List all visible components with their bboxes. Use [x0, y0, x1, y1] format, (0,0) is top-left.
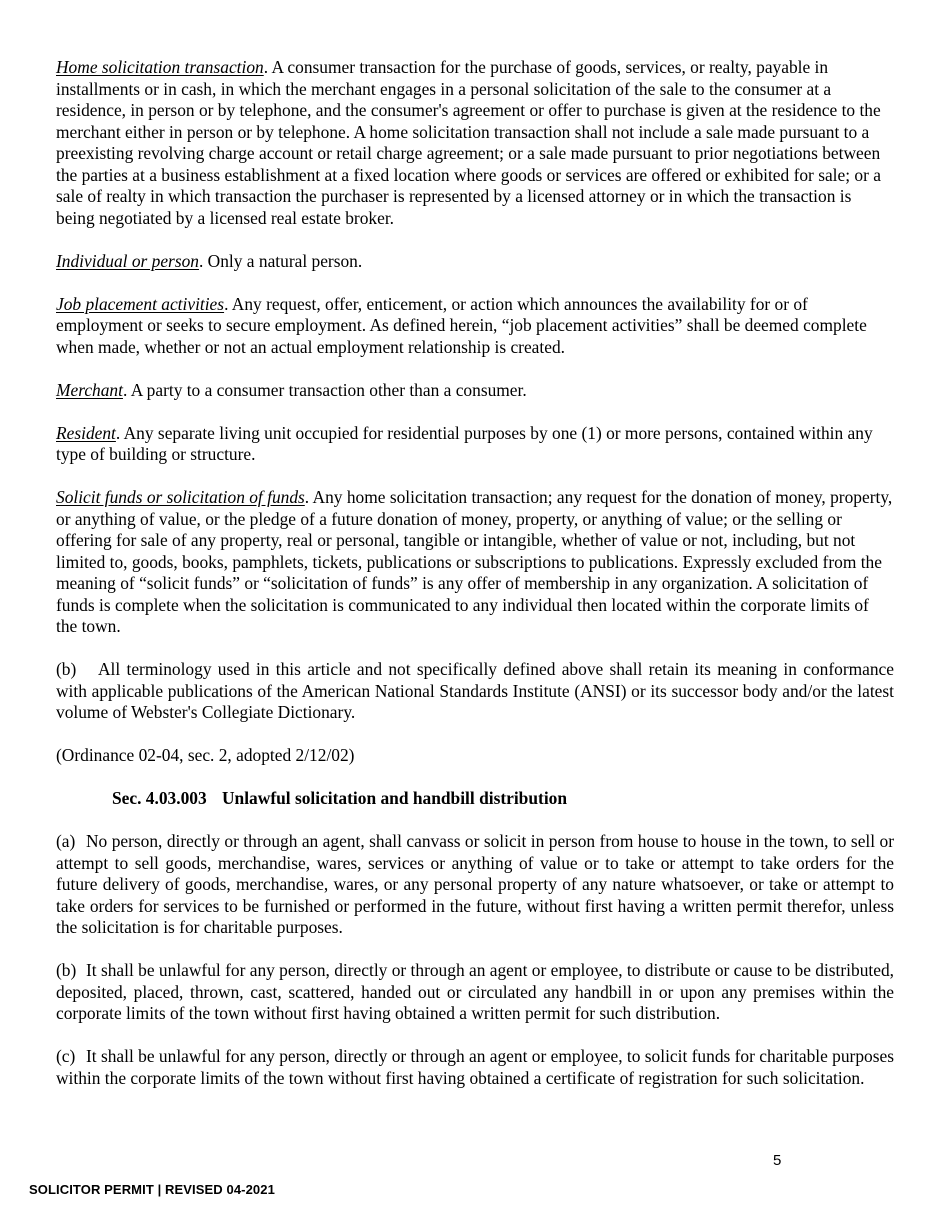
definition-text: . A consumer transaction for the purchase of goods, services, or realty, payable in installments or in cash, in which the merchant engages in a personal solicitation of the sale to the consumer at a residence, in person or by telephone, and the consumer's agreement or offer to purchase is given at the residence to the merchant either in person or by telephone. A home solicitation transaction shall not include a sale made pursuant to a preexisting revolving charge account or retail charge agreement; or a sale made pursuant to prior negotiations between the parties at a business establishment at a fixed location where goods or services are offered or exhibited for sale; or a sale of realty in which transaction the purchaser is represented by a licensed attorney or in which the transaction is being negotiated by a licensed real estate broker.: [56, 57, 881, 228]
subsection-text: It shall be unlawful for any person, directly or through an agent or employee, to solicit funds for charitable purposes within the corporate limits of the town without first having obtained a certificate of registration for such solicitation.: [56, 1046, 894, 1088]
subsection-a: [56, 831, 894, 939]
definition-text: . Only a natural person.: [198, 250, 363, 271]
subsection-label: (a): [56, 831, 76, 851]
definition-term: Solicit funds or solicitation of funds: [56, 487, 305, 507]
subsection-label: (b): [56, 960, 77, 980]
subsection-text: It shall be unlawful for any person, directly or through an agent or employee, to distribute or cause to be distributed, deposited, placed, thrown, cast, scattered, handed out or circulated any handbill in or upon any premises within the corporate limits of the town without first having obtained a written permit for such distribution.: [56, 960, 894, 1023]
definition-term: Home solicitation transaction: [56, 57, 264, 77]
definition-home-solicitation: [56, 57, 894, 229]
document-footer: SOLICITOR PERMIT | REVISED 04-2021: [29, 1182, 275, 1197]
definition-text: . Any separate living unit occupied for residential purposes by one (1) or more persons, contained within any type of building or structure.: [56, 422, 873, 464]
definition-resident: [56, 423, 894, 466]
subsection-b: [56, 960, 894, 1025]
section-heading: [112, 788, 894, 810]
page-number: 5: [773, 1152, 782, 1169]
definition-text: . Any request, offer, enticement, or action which announces the availability for or of employment or seeks to secure employment. As defined herein, “job placement activities” shall be deemed complete when made, whether or not an actual employment relationship is created.: [56, 293, 867, 357]
definition-term: Merchant: [56, 379, 123, 400]
definition-job-placement: [56, 294, 894, 359]
subsection-text: No person, directly or through an agent, shall canvass or solicit in person from house to house in the town, to sell or attempt to sell goods, merchandise, wares, services or anything of value or to take or attempt to take orders for the future delivery of goods, merchandise, wares, or any personal property of any nature whatsoever, or take or attempt to take orders for services to be furnished or performed in the future, without first having a written permit therefor, unless the solicitation is for charitable purposes.: [56, 831, 894, 937]
subsection-c: [56, 1046, 894, 1089]
definition-text: . Any home solicitation transaction; any request for the donation of money, property, or anything of value, or the pledge of a future donation of money, property, or anything of value; or the selling or offering for sale of any property, real or personal, tangible or intangible, whether of value or not, including, but not limited to, goods, books, pamphlets, tickets, publications or subscriptions to publications. Expressly excluded from the meaning of “solicit funds” or “solicitation of funds” is any offer of membership in any organization. A solicitation of funds is complete when the solicitation is communicated to any individual then located within the corporate limits of the town.: [56, 487, 893, 636]
subsection-label: (b): [56, 659, 77, 679]
document-body: [56, 57, 894, 1111]
terminology-text: All terminology used in this article and not specifically defined above shall retain its meaning in conformance with applicable publications of the American National Standards Institute (ANSI) or its successor body and/or the latest volume of Webster's Collegiate Dictionary.: [56, 659, 894, 722]
definition-term: Resident: [56, 422, 116, 443]
section-number: Sec. 4.03.003: [112, 788, 207, 808]
definition-merchant: [56, 380, 894, 402]
definition-individual: [56, 251, 894, 273]
definition-text: . A party to a consumer transaction other than a consumer.: [122, 379, 527, 400]
definition-term: Job placement activities: [56, 293, 225, 314]
definition-solicit-funds: [56, 487, 894, 638]
terminology-paragraph: [56, 659, 894, 724]
section-title: Unlawful solicitation and handbill distribution: [222, 788, 568, 808]
subsection-label: (c): [56, 1046, 76, 1066]
definition-term: Individual or person: [56, 250, 199, 271]
ordinance-note: (Ordinance 02-04, sec. 2, adopted 2/12/02): [56, 745, 355, 765]
